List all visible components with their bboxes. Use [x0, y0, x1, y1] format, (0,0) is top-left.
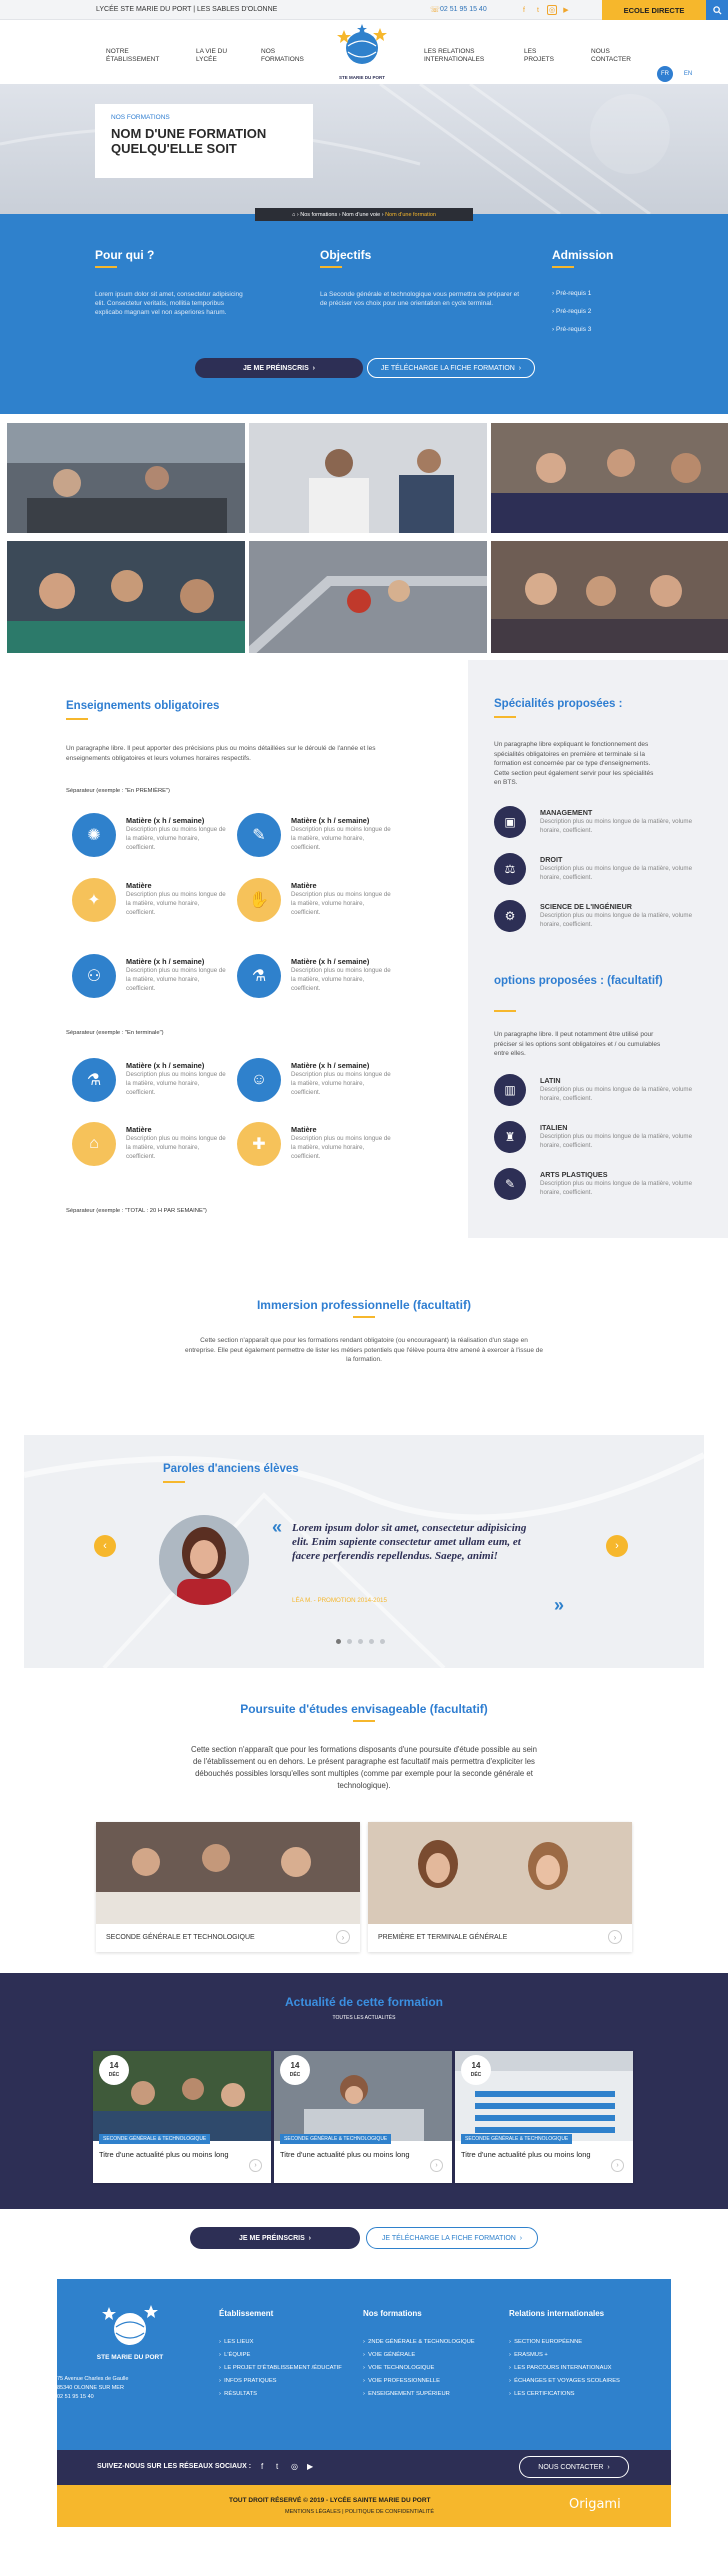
- specialite-item: DROIT Description plus ou moins longue de la matière, volume horaire, coefficient.: [540, 855, 693, 881]
- specialite-item: MANAGEMENT Description plus ou moins longue de la matière, volume horaire, coefficient.: [540, 808, 693, 834]
- immersion-title: Immersion professionnelle (facultatif): [256, 1298, 472, 1312]
- nav-formations[interactable]: NOS FORMATIONS: [261, 48, 304, 63]
- search-button[interactable]: [706, 0, 728, 20]
- quote-icon: «: [272, 1517, 283, 1537]
- lightbulb-icon: ✺: [87, 827, 101, 844]
- all-news-link[interactable]: TOUTES LES ACTUALITÉS: [332, 2015, 396, 2021]
- contact-button[interactable]: NOUS CONTACTER ›: [519, 2456, 629, 2478]
- card-label: PREMIÈRE ET TERMINALE GÉNÉRALE: [378, 1934, 508, 1941]
- news-tag: SECONDE GÉNÉRALE & TECHNOLOGIQUE: [99, 2134, 210, 2144]
- matiere-item: Matière (x h / semaine) Description plus ou moins longue de la matière, volume horaire, coefficient.: [291, 957, 391, 992]
- breadcrumb-item[interactable]: Nos formations: [300, 211, 338, 218]
- title-underline: [66, 718, 88, 720]
- gallery-photo[interactable]: [249, 541, 487, 651]
- title-underline: [320, 266, 342, 268]
- logo-globe-icon: [95, 2301, 165, 2349]
- nav-etablissement[interactable]: NOTRE ÉTABLISSEMENT: [106, 48, 160, 63]
- nav-vie-lycee[interactable]: LA VIE DU LYCÉE: [196, 48, 228, 63]
- twitter-icon[interactable]: t: [276, 2462, 279, 2471]
- footer-link[interactable]: › LES PARCOURS INTERNATIONAUX: [509, 2365, 612, 2371]
- student-avatar: [159, 1515, 249, 1605]
- logo-globe-icon: [330, 24, 394, 70]
- matiere-item: Matière (x h / semaine) Description plus ou moins longue de la matière, volume horaire, coefficient.: [291, 1061, 391, 1096]
- gallery-photo[interactable]: [491, 423, 728, 533]
- title-underline: [552, 266, 574, 268]
- opt-icon-circle: [494, 1168, 526, 1200]
- copyright-text: TOUT DROIT RÉSERVÉ © 2019 - LYCÉE SAINTE MARIE DU PORT: [229, 2497, 431, 2504]
- school-name: LYCÉE STE MARIE DU PORT | LES SABLES D'OLONNE: [96, 6, 278, 13]
- preinscription-button[interactable]: JE ME PRÉINSCRIS ›: [195, 358, 363, 378]
- immersion-text: Cette section n'apparaît que pour les formations rendant obligatoire (ou encourageant) la réalisation d'un stage en entreprise. Elle peut également permettre de lister les métiers potentiels que l'élève pourra être amené à exercer à l'issue de la formation.: [184, 1337, 543, 1363]
- carousel-dot-active[interactable]: [336, 1639, 341, 1644]
- monument-icon: ⌂: [89, 1135, 99, 1152]
- list-item: › Pré-requis 1: [552, 290, 592, 297]
- title-underline: [494, 716, 516, 718]
- matiere-icon-circle: [72, 813, 116, 857]
- logo-text: STE MARIE DU PORT: [338, 75, 385, 80]
- twitter-icon[interactable]: t: [537, 6, 539, 14]
- testimonial-quote: Lorem ipsum dolor sit amet, consectetur adipisicing elit. Enim sapiente consectetur amet ullam eum, et facere perferendis repellendus. Saepe, animi!: [292, 1522, 527, 1562]
- gear-icon: ⚙: [504, 909, 516, 923]
- social-label: SUIVEZ-NOUS SUR LES RÉSEAUX SOCIAUX :: [97, 2463, 252, 2470]
- group-photo: [491, 423, 728, 533]
- gallery-photo[interactable]: [7, 423, 245, 533]
- footer-social-bar: [57, 2450, 671, 2485]
- options-title: options proposées : (facultatif): [494, 975, 663, 987]
- news-tag: SECONDE GÉNÉRALE & TECHNOLOGIQUE: [280, 2134, 391, 2144]
- breadcrumb-item[interactable]: Nom d'une voie: [342, 211, 381, 218]
- footer-link[interactable]: › VOIE GÉNÉRALE: [363, 2352, 416, 2358]
- prereq-list: [552, 290, 591, 344]
- matiere-item: Matière (x h / semaine) Description plus ou moins longue de la matière, volume horaire, coefficient.: [126, 816, 226, 851]
- palette-icon: ✎: [504, 1177, 516, 1191]
- footer-link[interactable]: › LE PROJET D'ÉTABLISSEMENT /ÉDUCATIF: [219, 2365, 342, 2371]
- medical-icon: ✚: [252, 1136, 266, 1153]
- student-portrait: [159, 1515, 249, 1605]
- phone-number[interactable]: 02 51 95 15 40: [440, 6, 487, 13]
- chevron-right-icon: ›: [518, 364, 522, 372]
- book-icon: ✦: [87, 892, 101, 909]
- agency-brand[interactable]: Origami: [569, 2497, 621, 2512]
- matiere-icon-circle: [72, 954, 116, 998]
- intro-band: [0, 211, 728, 414]
- news-date: 14 DÉC: [99, 2055, 129, 2085]
- chevron-right-icon: ›: [552, 290, 556, 297]
- enseignements-title: Enseignements obligatoires: [66, 700, 220, 712]
- hero-subtitle: NOS FORMATIONS: [111, 114, 170, 121]
- matiere-icon-circle: [72, 1058, 116, 1102]
- testimonial-section: [24, 1435, 704, 1668]
- matiere-item: Matière Description plus ou moins longue de la matière, volume horaire, coefficient.: [291, 881, 391, 916]
- hero-title-box: [95, 104, 313, 178]
- poursuite-text: Cette section n'apparaît que pour les formations disposants d'une poursuite d'étude possible au sein de l'établissement ou en dehors. Le présent paragraphe est facultatif mais permettra d'expliciter les débouchés possibles lorsqu'elles sont multiples (comme par exemple pour la seconde générale et technologique).: [190, 1745, 538, 1790]
- phone-icon: ☏: [430, 5, 441, 14]
- carousel-next-button[interactable]: [606, 1535, 628, 1557]
- title-underline: [494, 1010, 516, 1012]
- news-item-title: Titre d'une actualité plus ou moins long: [461, 2150, 591, 2159]
- footer-link[interactable]: › 2NDE GÉNÉRALE & TECHNOLOGIQUE: [363, 2339, 475, 2345]
- home-icon[interactable]: ⌂: [292, 211, 296, 218]
- students-photo: [7, 541, 245, 653]
- nav-international[interactable]: LES RELATIONS INTERNATIONALES: [424, 48, 485, 63]
- specialites-sidebar: [468, 660, 728, 1238]
- carousel-dot[interactable]: [380, 1639, 385, 1644]
- matiere-item: Matière (x h / semaine) Description plus ou moins longue de la matière, volume horaire, coefficient.: [126, 1061, 226, 1096]
- news-item-title: Titre d'une actualité plus ou moins long: [280, 2150, 410, 2159]
- matiere-icon-circle: [237, 1122, 281, 1166]
- top-bar: [0, 0, 728, 20]
- instagram-icon[interactable]: ◎: [548, 7, 556, 14]
- people-icon: ⚇: [86, 968, 102, 985]
- option-item: LATIN Description plus ou moins longue de la matière, volume horaire, coefficient.: [540, 1076, 693, 1102]
- column-icon: ▥: [504, 1083, 516, 1097]
- download-fiche-button[interactable]: JE TÉLÉCHARGE LA FICHE FORMATION ›: [367, 358, 535, 378]
- news-date: 14 DÉC: [280, 2055, 310, 2085]
- spe-icon-circle: [494, 806, 526, 838]
- footer-col-international: Relations internationales › SECTION EUROPÉENNE › ERASMUS + › LES PARCOURS INTERNATIONAUX › ÉCHANGES ET VOYAGES SCOLAIRES › LES CERTIFICATIONS: [509, 2309, 649, 2401]
- poursuite-card[interactable]: [368, 1822, 632, 1952]
- footer-link[interactable]: › INFOS PRATIQUES: [219, 2378, 277, 2384]
- flask-icon: ⚗: [251, 968, 267, 985]
- gallery-photo[interactable]: [491, 541, 728, 651]
- option-item: ITALIEN Description plus ou moins longue de la matière, volume horaire, coefficient.: [540, 1123, 693, 1149]
- chevron-right-icon: ›: [615, 1540, 619, 1552]
- opt-icon-circle: [494, 1074, 526, 1106]
- matiere-icon-circle: [237, 954, 281, 998]
- footer-link[interactable]: › SECTION EUROPÉENNE: [509, 2339, 583, 2345]
- chevron-right-icon: ›: [308, 2234, 311, 2242]
- footer-link[interactable]: › L'ÉQUIPE: [219, 2352, 251, 2358]
- preinscription-button-bottom[interactable]: JE ME PRÉINSCRIS ›: [190, 2227, 360, 2249]
- testimonial-title: Paroles d'anciens élèves: [163, 1463, 299, 1475]
- news-date: 14 DÉC: [461, 2055, 491, 2085]
- matiere-item: Matière Description plus ou moins longue de la matière, volume horaire, coefficient.: [126, 1125, 226, 1160]
- facebook-icon[interactable]: f: [261, 2462, 264, 2471]
- page-title: NOM D'UNE FORMATION QUELQU'ELLE SOIT: [111, 126, 267, 156]
- testimonial-author: LÉA M. - PROMOTION 2014-2015: [292, 1597, 387, 1604]
- stairs-photo: [249, 541, 487, 653]
- footer-logo-text: STE MARIE DU PORT: [96, 2354, 164, 2361]
- news-arrow-icon: ›: [430, 2159, 443, 2172]
- quote-close-icon: »: [554, 1595, 565, 1615]
- lang-en-button[interactable]: EN: [683, 71, 693, 77]
- chevron-right-icon: ›: [607, 2463, 610, 2471]
- matiere-item: Matière (x h / semaine) Description plus ou moins longue de la matière, volume horaire, coefficient.: [291, 816, 391, 851]
- news-section: [0, 1973, 728, 2209]
- matiere-icon-circle: [237, 813, 281, 857]
- scale-icon: ⚖: [504, 862, 516, 876]
- chemistry-icon: ⚗: [86, 1072, 102, 1089]
- download-fiche-button-bottom[interactable]: JE TÉLÉCHARGE LA FICHE FORMATION ›: [366, 2227, 538, 2249]
- instagram-icon[interactable]: ◎: [291, 2462, 298, 2471]
- lab-photo: [249, 423, 487, 533]
- pour-qui-title: Pour qui ?: [95, 248, 155, 262]
- options-text: Un paragraphe libre. Il peut notamment être utilisé pour préciser si les options sont obligatoires et / ou cumulables entre elles.: [494, 1031, 661, 1057]
- footer-link[interactable]: › LES CERTIFICATIONS: [509, 2391, 575, 2397]
- card-arrow-icon: ›: [336, 1930, 350, 1944]
- spe-icon-circle: [494, 853, 526, 885]
- carousel-dot[interactable]: [358, 1639, 363, 1644]
- footer-link[interactable]: › VOIE PROFESSIONNELLE: [363, 2378, 440, 2384]
- briefcase-icon: ▣: [504, 815, 516, 829]
- legal-links[interactable]: MENTIONS LÉGALES | POLITIQUE DE CONFIDENTIALITÉ: [285, 2509, 435, 2515]
- news-card[interactable]: [274, 2051, 452, 2183]
- footer-logo[interactable]: [95, 2301, 165, 2361]
- chevron-right-icon: ›: [552, 326, 556, 333]
- gallery-photo[interactable]: [249, 423, 487, 533]
- breadcrumb: ⌂ › Nos formations › Nom d'une voie › Nom d'une formation: [255, 208, 473, 221]
- matiere-item: Matière (x h / semaine) Description plus ou moins longue de la matière, volume horaire, coefficient.: [126, 957, 226, 992]
- carousel-prev-button[interactable]: [94, 1535, 116, 1557]
- head-icon: ☺: [250, 1071, 268, 1088]
- news-tag: SECONDE GÉNÉRALE & TECHNOLOGIQUE: [461, 2134, 572, 2144]
- matiere-icon-circle: [237, 1058, 281, 1102]
- carousel-dots: [336, 1639, 385, 1644]
- news-card[interactable]: [93, 2051, 271, 2183]
- list-item: › Pré-requis 2: [552, 308, 592, 315]
- poursuite-title: Poursuite d'études envisageable (facultatif): [240, 1702, 488, 1716]
- friends-photo: [491, 541, 728, 653]
- facebook-icon[interactable]: f: [523, 6, 525, 14]
- footer-col-formations: Nos formations › 2NDE GÉNÉRALE & TECHNOLOGIQUE › VOIE GÉNÉRALE › VOIE TECHNOLOGIQUE › VOIE PROFESSIONNELLE › ENSEIGNEMENT SUPÉRIEUR: [363, 2309, 493, 2401]
- footer-link[interactable]: › RÉSULTATS: [219, 2391, 258, 2397]
- matiere-item: Matière Description plus ou moins longue de la matière, volume horaire, coefficient.: [126, 881, 226, 916]
- lang-fr-button[interactable]: FR: [657, 66, 673, 82]
- carousel-dot[interactable]: [347, 1639, 352, 1644]
- nav-contact[interactable]: NOUS CONTACTER: [591, 48, 631, 63]
- card-photo: [96, 1822, 360, 1924]
- school-logo[interactable]: [330, 24, 394, 82]
- card-arrow-icon: ›: [608, 1930, 622, 1944]
- specialite-item: SCIENCE DE L'INGÉNIEUR Description plus ou moins longue de la matière, volume horaire, coefficient.: [540, 902, 693, 928]
- youtube-icon[interactable]: ▶: [307, 2462, 314, 2471]
- hand-icon: ✋: [249, 892, 269, 909]
- matiere-icon-circle: [237, 878, 281, 922]
- specialites-title: Spécialités proposées :: [494, 698, 623, 710]
- matiere-icon-circle: [72, 1122, 116, 1166]
- matiere-icon-circle: [72, 878, 116, 922]
- poursuite-card[interactable]: [96, 1822, 360, 1952]
- youtube-icon[interactable]: ▶: [563, 7, 569, 14]
- objectifs-text: La Seconde générale et technologique vous permettra de préparer et de préciser vos choix pour une orientation en cycle terminal.: [320, 291, 520, 307]
- card-label: SECONDE GÉNÉRALE ET TECHNOLOGIQUE: [106, 1934, 255, 1941]
- specialites-text: Un paragraphe libre expliquant le fonctionnement des spécialités obligatoires en première et terminale si la formation est concernée par ce type d'enseignements. Cette section peut également servir pour les spécialités en BTS.: [494, 741, 654, 786]
- objectifs-title: Objectifs: [320, 248, 372, 262]
- palette-icon: ✎: [252, 827, 266, 844]
- title-underline: [95, 266, 117, 268]
- classroom-photo: [7, 423, 245, 533]
- search-icon: [713, 6, 722, 15]
- news-card[interactable]: [455, 2051, 633, 2183]
- pour-qui-text: Lorem ipsum dolor sit amet, consectetur adipisicing elit. Consectetur veritatis, mollitia temporibus explicabo magnam vel non asperiores harum.: [95, 291, 243, 316]
- tower-icon: ♜: [504, 1130, 516, 1144]
- footer-link[interactable]: › ENSEIGNEMENT SUPÉRIEUR: [363, 2391, 450, 2397]
- news-arrow-icon: ›: [611, 2159, 624, 2172]
- title-underline: [163, 1481, 185, 1483]
- chevron-left-icon: ‹: [103, 1540, 107, 1552]
- footer-link[interactable]: › ÉCHANGES ET VOYAGES SCOLAIRES: [509, 2378, 620, 2384]
- separator-terminale: Séparateur (exemple : "En terminale"): [66, 1030, 164, 1036]
- title-underline: [353, 1720, 375, 1722]
- admission-title: Admission: [552, 248, 614, 262]
- footer-link[interactable]: › VOIE TECHNOLOGIQUE: [363, 2365, 435, 2371]
- opt-icon-circle: [494, 1121, 526, 1153]
- list-item: › Pré-requis 3: [552, 326, 592, 333]
- spe-icon-circle: [494, 900, 526, 932]
- news-item-title: Titre d'une actualité plus ou moins long: [99, 2150, 229, 2159]
- gallery-photo[interactable]: [7, 541, 245, 651]
- chevron-right-icon: ›: [552, 308, 556, 315]
- chevron-right-icon: ›: [312, 364, 315, 372]
- matiere-item: Matière Description plus ou moins longue de la matière, volume horaire, coefficient.: [291, 1125, 391, 1160]
- footer-link[interactable]: › LES LIEUX: [219, 2339, 254, 2345]
- separator-total: Séparateur (exemple : "TOTAL : 20 H PAR SEMAINE"): [66, 1208, 207, 1214]
- enseignements-text: Un paragraphe libre. Il peut apporter des précisions plus ou moins détaillées sur le déroulé de l'année et les enseignements obligatoires et leurs volumes horaires respectifs.: [66, 745, 376, 762]
- breadcrumb-current: Nom d'une formation: [385, 211, 436, 218]
- ecole-directe-button[interactable]: ECOLE DIRECTE: [602, 0, 706, 20]
- nav-projets[interactable]: LES PROJETS: [524, 48, 554, 63]
- news-title: Actualité de cette formation: [284, 1995, 444, 2009]
- news-arrow-icon: ›: [249, 2159, 262, 2172]
- option-item: ARTS PLASTIQUES Description plus ou moins longue de la matière, volume horaire, coefficient.: [540, 1170, 693, 1196]
- separator-premiere: Séparateur (exemple : "En PREMIÈRE"): [66, 788, 170, 794]
- card-photo: [368, 1822, 632, 1924]
- footer-copyright-bar: [57, 2485, 671, 2527]
- footer-link[interactable]: › ERASMUS +: [509, 2352, 548, 2358]
- footer-address: 75 Avenue Charles de Gaulle 85340 OLONNE SUR MER 02 51 95 15 40: [57, 2376, 129, 2400]
- chevron-right-icon: ›: [519, 2234, 523, 2242]
- footer-col-etablissement: Établissement › LES LIEUX › L'ÉQUIPE › LE PROJET D'ÉTABLISSEMENT /ÉDUCATIF › INFOS PRATIQUES › RÉSULTATS: [219, 2309, 349, 2401]
- title-underline: [353, 1316, 375, 1318]
- carousel-dot[interactable]: [369, 1639, 374, 1644]
